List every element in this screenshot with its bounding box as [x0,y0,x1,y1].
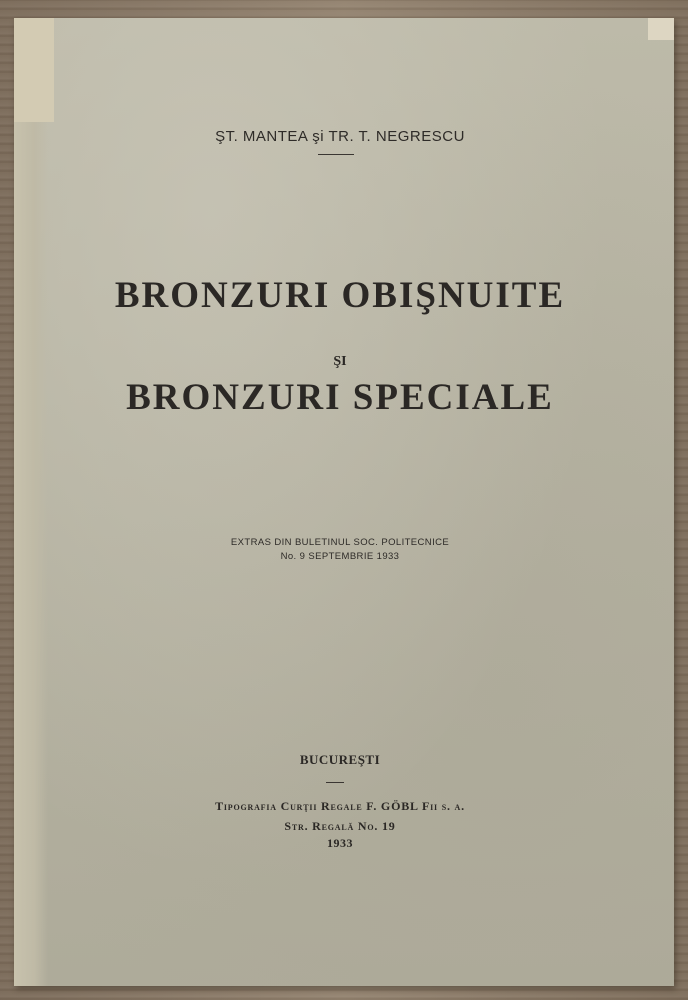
authors-divider [318,154,354,155]
printer-line-1: Tipografia Curţii Regale F. GÖBL Fii s. a. [215,799,465,813]
publication-year: 1933 [327,836,353,850]
title-line-2: BRONZURI SPECIALE [126,377,554,418]
publication-city: BUCUREŞTI [299,752,381,767]
title-line-1: BRONZURI OBIŞNUITE [114,275,566,316]
authors-line: ŞT. MANTEA şi TR. T. NEGRESCU [215,128,465,145]
title-conjunction: ŞI [333,354,347,369]
cover-spine-edge [14,18,48,986]
printer-line-2: Str. Regală No. 19 [284,819,396,833]
tape-repair [14,18,54,122]
torn-corner [648,18,674,40]
extract-line-2: No. 9 SEPTEMBRIE 1933 [280,551,400,562]
extract-line-1: EXTRAS DIN BULETINUL SOC. POLITECNICE [230,537,450,548]
city-divider [326,782,344,783]
